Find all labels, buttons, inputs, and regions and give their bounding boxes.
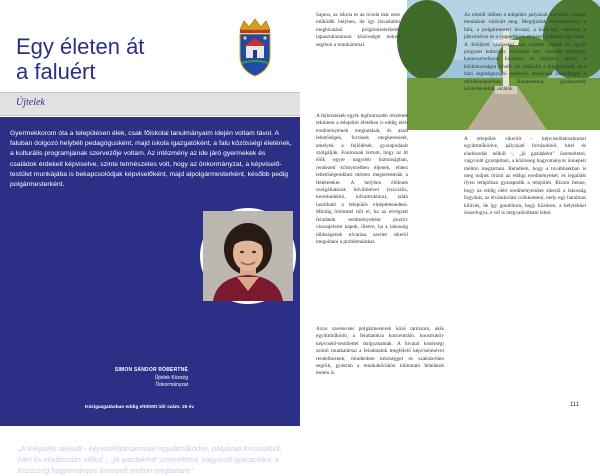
article-column-1-top <box>316 12 400 55</box>
portrait-photo <box>203 211 293 301</box>
right-page <box>300 0 600 426</box>
person-name: SIMON SÁNDOR RÓBERTNÉ <box>114 367 188 373</box>
left-page <box>0 0 300 475</box>
article-column-1 <box>316 113 408 252</box>
article-paragraph: A település sikerült - képviselőtársaimmal együttműködve, pályázati forrásokból, hitel és eladósodás nélkül -, „jó gazdaként” üzemeltetni, vagyonát gyarapítani, a közösség hagyományos ünnepeit méltón megtartani. Remélem, hogy a továbbiakban is meg tudjuk őrizni az eddigi eredményeket, és legalább ilyen tempóban gyarapodik a település. Bízom benne, hogy az eddig elért eredményeinket sikerül a lakosság fogyását, az elvándorlást csökkenteni, mely egy hatalmas kihívás, de így gondolom, hogy közösen, a helyiekkel összefogva, e cél is megvalósítható lehet. <box>464 136 586 217</box>
page-title <box>16 34 206 84</box>
article-paragraph: A fejlesztések egyik legfontosabb részének tekintem a település életében is eddig elért eredményeinek megtartását, és azon lehetőségek, források megkeresését, amelyek a fejlődését, gyarapodását szolgálják. Fontosnak tartom, hogy az itt élők egyre nagyobb biztonságban, rendezett környezetben éljenek, ehhez lehetőségeinkhez mérten megteremtsük a feltételeket. A helyben élőknek szolgáltatások bővülésével (szociális, kereskedelmi, infrastruktúra), talán lassítható a település elnéptelenedése. Mindig örömmel tölt el, ha az elvégzett feladatok eredményeként pozitív visszajelzést kapok, illetve, ha a lakosság többségének elvárása szerint sikerül megoldani a problémáinkat. <box>316 113 408 245</box>
intro-panel <box>0 117 300 475</box>
section-label: Újtelek <box>16 97 45 108</box>
page-number: 111 <box>570 402 580 408</box>
title-line-2: a faluért <box>16 59 96 84</box>
title-line-1: Egy életen át <box>16 34 145 59</box>
coat-of-arms-icon <box>232 16 278 78</box>
article-paragraph: Azon szerencsés polgármesterek közé tartozom, akik együttműködő, a feladatokra koncentráló, konstruktív képviselő-testülettel dolgozhatnak. A hivatal kistérségi szintű munkatársai a feladataink megfelelő képviselésével rendelkeznek, mindenben készséggel és szakszerűen segítik, gyakran a munkakörükön túlmutató feladatok esetén is. <box>316 326 444 377</box>
article-column-1-bottom <box>316 326 444 384</box>
pull-quote: „A település sikerült - képviselőtársaimmal együttműködve, pályázati forrásokból, hitel és eladósodás nélkül -, „jó gazdaként” üzemeltetni, vagyonát gyarapítani, a közösség hagyományos ünnepeit méltón megtartani.” <box>18 444 282 475</box>
intro-text: Gyermekkorom óta a településen élek, csak főiskolai tanulmányaim idején voltam távol. A faluban dolgozó helybéli pedagógusként, majd iskola igazgatóként, a falu közösségi életének, a kulturális programjainak szervezője voltam. Az intézmény az ide járó gyermekek és családok érdekeit képviselve, szinte természetes volt, hogy az önkormányzat, a képviselő-testület munkájába is bekapcsolódjak képviselőként, majd alpolgármesterként, később pedig polgármesterként. <box>10 130 292 189</box>
person-years: Közigazgatásban eddig eltöltött idő szám: 25 év <box>84 405 194 410</box>
article-paragraph: Az elmúlt időben a település pályázati forrásból számos beruházás valósult meg. Megújultak középületeink: a falu, a polgármesteri hivatal, a könyvtár, valamint a játszóudvar és a csapadékvíz elvezető rendszer egy része. A felújított közösségi ház számos család és egyéb program kulturális helyszíne lett. Sikerült térfigyelő kamerarendszert kiépíteni és bővíteni, amely a közbiztonságot növeli. Jól működik a falugondnok, és a házi segítségnyújtó rendszer, amelynek családtagjai a mindennapokban. Rendezettek, gondozottak közterületeink, utcáink. <box>464 12 586 93</box>
section-bar <box>0 92 300 116</box>
article-column-2-bottom <box>464 136 586 223</box>
person-role-line-2: Önkormányzat <box>155 382 188 388</box>
article-column-2-top <box>464 12 586 99</box>
article-paragraph: Sajnos, az iskola és az óvoda már nem működik helyben, de így társadalmi megbízatású polgármesterként, tapasztalataimon közösséget tudom segíteni a munkámmal. <box>316 12 400 48</box>
person-role <box>8 375 188 389</box>
portrait-frame <box>200 208 296 304</box>
person-role-line-1: Újtelek Község <box>154 375 188 381</box>
